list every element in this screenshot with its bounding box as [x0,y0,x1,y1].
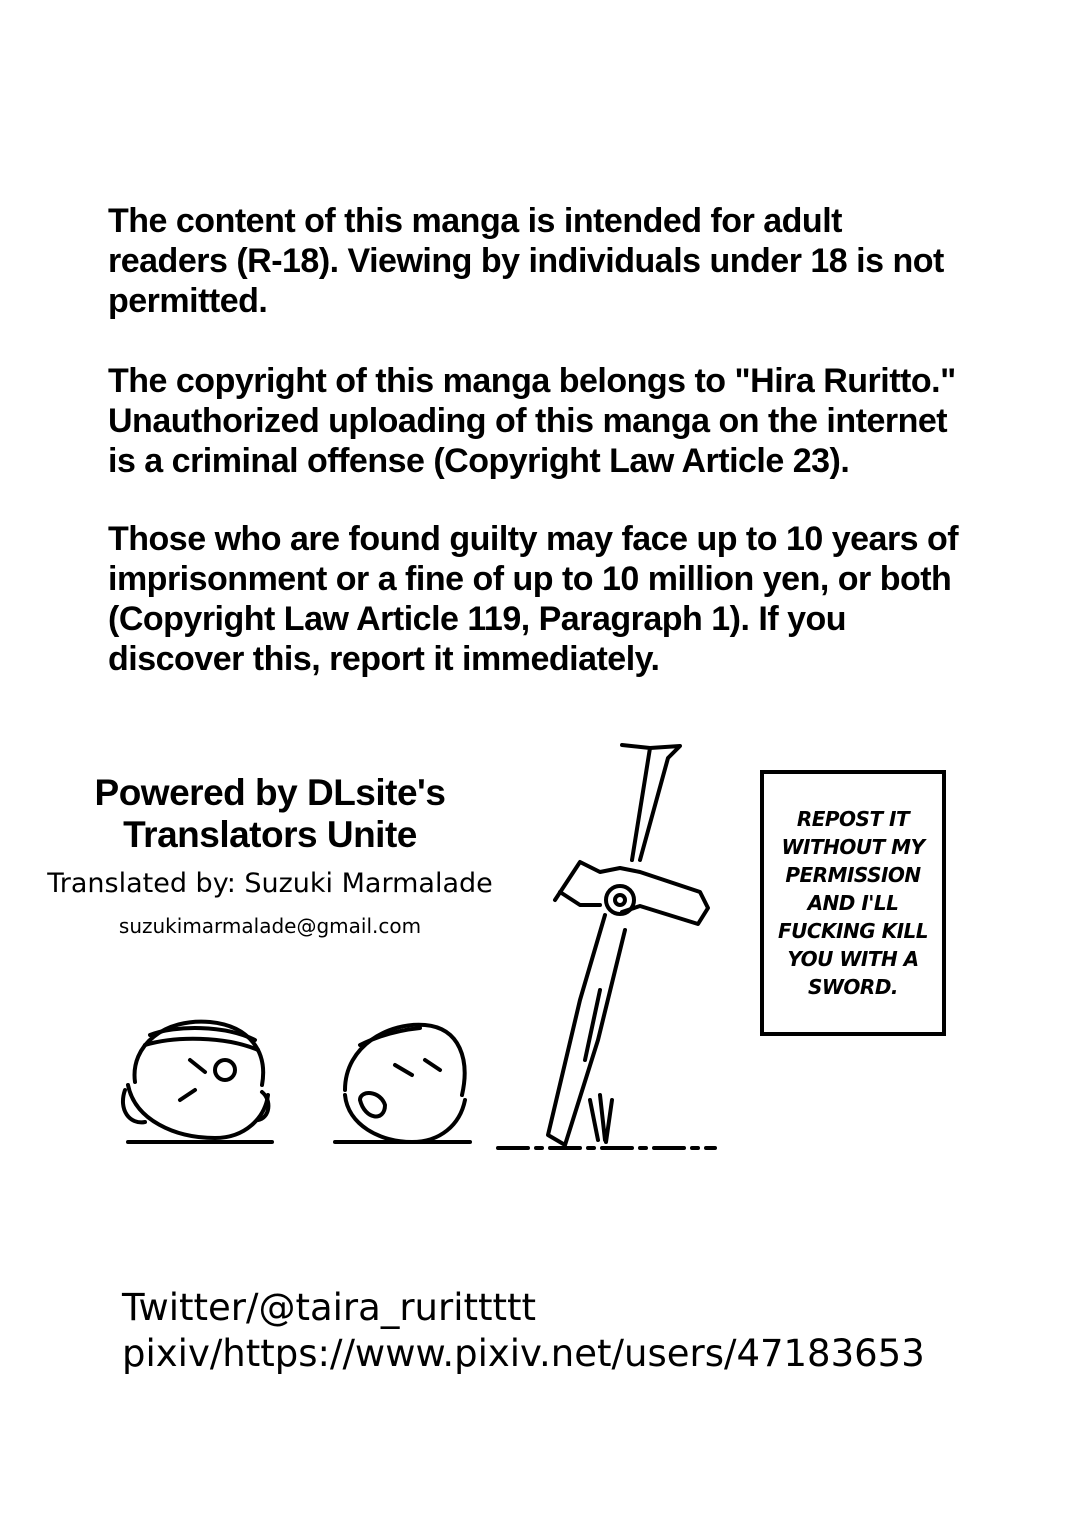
warning-sign [760,770,946,1036]
translator-email: suzukimarmalade@gmail.com [118,914,422,938]
translator-credit: Translated by: Suzuki Marmalade [47,868,493,899]
sword-icon [498,745,715,1148]
buried-head-icon [335,1025,470,1142]
powered-by-line-2: Translators Unite [123,814,417,855]
notice-age-restriction: The content of this manga is intended for adult readers (R-18). Viewing by individuals under 18 is not permitted. [108,202,944,320]
notice-copyright: The copyright of this manga belongs to "Hira Ruritto." Unauthorized uploading of this manga on the internet is a criminal offense (Copyright Law Article 23). [108,362,956,480]
powered-by-line-1: Powered by DLsite's [94,772,446,813]
warning-sign-text: REPOST IT WITHOUT MY PERMISSION AND I'LL FUCKING KILL YOU WITH A SWORD. [777,807,929,999]
twitter-handle: Twitter/@taira_rurittttt [122,1286,537,1329]
buried-head-icon [123,1022,272,1142]
notice-penalty: Those who are found guilty may face up to 10 years of imprisonment or a fine of up to 10 million yen, or both (Copyright Law Article 119, Paragraph 1). If you discover this, report it immediately. [108,520,959,678]
pixiv-link: pixiv/https://www.pixiv.net/users/47183653 [122,1332,925,1375]
